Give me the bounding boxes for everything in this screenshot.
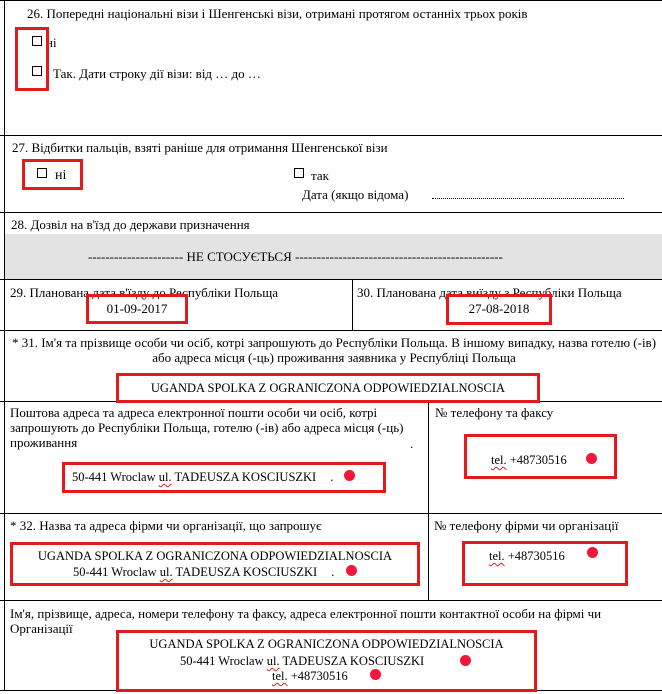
contact-phone: tel. +48730516 xyxy=(272,669,348,683)
s29-value: 01-09-2017 xyxy=(106,301,168,316)
s32-phone-value: tel. +48730516 xyxy=(489,549,565,563)
s27-yes-label: так xyxy=(311,168,329,183)
divider xyxy=(0,135,662,136)
s29-highlight-box xyxy=(86,294,188,324)
divider xyxy=(0,279,662,280)
s27-date-label: Дата (якщо відома) xyxy=(302,187,409,202)
divider xyxy=(352,279,353,330)
s32-address: 50-441 Wroclaw ul. TADEUSZA KOSCIUSZKI . xyxy=(73,565,335,579)
s31-address-highlight-box xyxy=(62,462,386,493)
s30-heading: 30. Планована дата виїзду з Республіки Польща xyxy=(357,285,622,300)
s31-highlight-box xyxy=(116,373,540,403)
contact-heading: Ім'я, прізвище, адреса, номери телефону та факсу, адреса електронної пошти контактної особи на фірмі чи Організації xyxy=(10,606,602,636)
s32-heading: * 32. Назва та адреса фірми чи організації, що запрошує xyxy=(10,518,322,533)
divider xyxy=(0,212,662,213)
s31-heading: * 31. Ім'я та прізвище особи чи осіб, котрі запрошують до Республіки Польща. В іншому випадку, назва готелю (-ів) або адреса місця (-ць) проживання заявника у Республіці Польща xyxy=(11,335,657,365)
divider xyxy=(0,330,662,331)
s31-phone-value: tel. +48730516 xyxy=(491,453,567,467)
punctuation-dot: . xyxy=(410,436,414,451)
s31-phone-heading: № телефону та факсу xyxy=(435,405,554,420)
s28-value: ---------------------- НЕ СТОСУЄТЬСЯ ------------------------------------------------ xyxy=(88,249,503,264)
divider xyxy=(0,600,662,601)
s32-phone-highlight-box xyxy=(462,541,628,586)
s26-heading: 26. Попередні національні візи і Шенгенські візи, отримані протягом останніх трьох років xyxy=(27,6,528,21)
s30-highlight-box xyxy=(446,294,552,325)
divider xyxy=(0,0,662,1)
s32-name: UGANDA SPOLKA Z OGRANICZONA ODPOWIEDZIALNOSCIA xyxy=(37,549,393,563)
s27-no-label: ні xyxy=(55,168,67,183)
s28-heading: 28. Дозвіл на в'їзд до держави призначення xyxy=(11,217,250,232)
s26-no-label: ні xyxy=(46,35,57,50)
s27-heading: 27. Відбитки пальців, взяті раніше для отримання Шенгенської візи xyxy=(12,140,388,155)
s31-value: UGANDA SPOLKA Z OGRANICZONA ODPOWIEDZIALNOSCIA xyxy=(150,381,506,395)
s26-highlight-box xyxy=(15,27,49,91)
contact-address: 50-441 Wroclaw ul. TADEUSZA KOSCIUSZKI xyxy=(180,654,425,668)
s27-date-field[interactable] xyxy=(432,198,624,199)
s32-highlight-box xyxy=(10,542,420,586)
s30-value: 27-08-2018 xyxy=(468,301,530,316)
divider xyxy=(428,401,429,600)
divider xyxy=(0,513,662,514)
s31-phone-highlight-box xyxy=(464,434,617,479)
s26-yes-label: Так. Дати строку дії візи: від … до … xyxy=(53,66,261,81)
s31-address-heading: Поштова адреса та адреса електронної пошти особи чи осіб, котрі запрошують до Республіки Польща, готелю (-ів) або адреса місця (-ць) проживання xyxy=(10,405,404,450)
s27-highlight-box xyxy=(22,159,83,190)
contact-highlight-box xyxy=(116,630,537,692)
s32-phone-heading: № телефону фірми чи організації xyxy=(434,518,619,533)
s29-heading: 29. Планована дата в'їзду до Республіки Польща xyxy=(10,285,278,300)
s31-address-value: 50-441 Wroclaw ul. TADEUSZA KOSCIUSZKI . xyxy=(72,470,334,484)
s27-yes-checkbox[interactable] xyxy=(294,168,304,178)
contact-name: UGANDA SPOLKA Z OGRANICZONA ODPOWIEDZIALNOSCIA xyxy=(149,637,504,651)
divider xyxy=(4,0,5,691)
